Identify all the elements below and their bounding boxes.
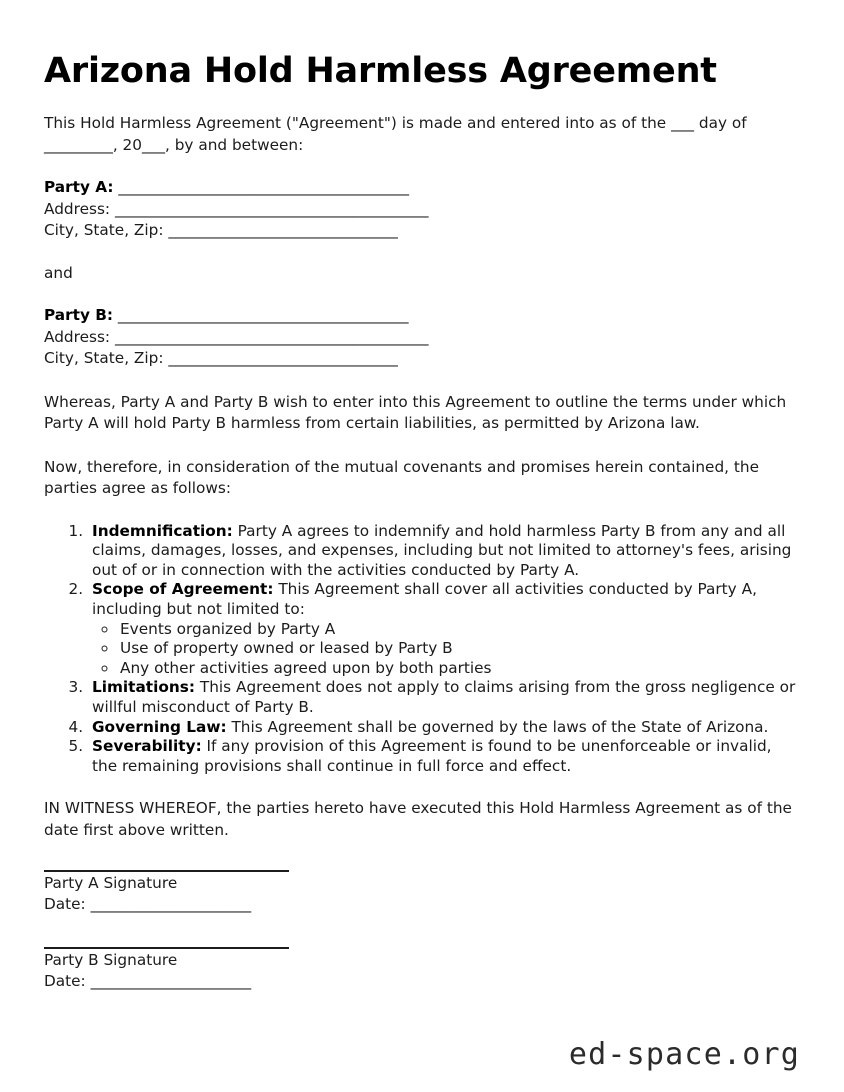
scope-subitem-3: ◦ Any other activities agreed upon by both parties — [118, 659, 800, 679]
footer-watermark: ed-space.org — [568, 1037, 800, 1072]
term-item-1 — [88, 522, 800, 581]
term-text-2: This Agreement shall cover all activities conducted by Party A, including but not limited to: — [92, 580, 757, 619]
terms-list — [44, 522, 800, 777]
party-b-block — [44, 305, 800, 370]
scope-sublist — [92, 620, 800, 679]
party-a-name-label: Party A: — [44, 178, 114, 197]
scope-subitem-1: ◦ Events organized by Party A — [118, 620, 800, 640]
party-b-address-label: Address: — [44, 327, 111, 346]
party-b-city-field[interactable]: ______________________________ — [163, 349, 398, 368]
party-b-name-row — [44, 305, 800, 327]
term-text-5: If any provision of this Agreement is found to be unenforceable or invalid, the remaining provisions shall continue in full force and effect. — [92, 737, 772, 775]
now-therefore-paragraph: Now, therefore, in consideration of the mutual covenants and promises herein contained, the parties agree as follows: — [44, 457, 759, 498]
term-text-3: This Agreement does not apply to claims arising from the gross negligence or willful misconduct of Party B. — [92, 678, 796, 717]
signature-date-row-party-a — [44, 894, 800, 915]
signature-line-party-b[interactable] — [44, 947, 289, 949]
signature-date-field-party-a[interactable]: _____________________ — [85, 895, 252, 914]
party-a-city-label: City, State, Zip: — [44, 221, 164, 240]
term-item-5 — [88, 737, 800, 776]
signature-date-row-party-b — [44, 971, 800, 992]
signature-date-field-party-b[interactable]: _____________________ — [85, 972, 252, 991]
signatures-section — [44, 870, 800, 992]
party-b-city-label: City, State, Zip: — [44, 349, 164, 368]
intro-paragraph: This Hold Harmless Agreement ("Agreement") is made and entered into as of the ___ day of _________, 20___, by and between: — [44, 114, 747, 154]
party-a-name-field[interactable]: ______________________________________ — [113, 178, 410, 197]
signature-date-label-party-a: Date: — [44, 895, 86, 914]
term-item-2 — [88, 580, 800, 678]
term-name-5: Severability: — [92, 737, 202, 756]
scope-subitem-2: ◦ Use of property owned or leased by Party B — [118, 639, 800, 659]
party-b-name-label: Party B: — [44, 306, 114, 325]
party-a-city-field[interactable]: ______________________________ — [163, 221, 398, 240]
page-title: Arizona Hold Harmless Agreement — [44, 51, 717, 91]
party-a-name-row — [44, 177, 800, 199]
party-a-address-label: Address: — [44, 199, 111, 218]
term-item-3 — [88, 678, 800, 717]
party-a-address-field[interactable]: _________________________________________ — [110, 199, 429, 218]
party-a-address-row — [44, 199, 800, 221]
party-b-name-field[interactable]: ______________________________________ — [113, 306, 409, 325]
signature-label-party-a: Party A Signature — [44, 874, 178, 893]
whereas-paragraph: Whereas, Party A and Party B wish to enter into this Agreement to outline the terms under which Party A will hold Party B harmless from certain liabilities, as permitted by Arizona law. — [44, 392, 787, 433]
party-b-address-row — [44, 327, 800, 349]
term-name-4: Governing Law: — [92, 717, 227, 736]
party-a-block — [44, 177, 800, 242]
conjunction-and: and — [44, 263, 73, 282]
party-a-city-row — [44, 220, 800, 242]
term-name-3: Limitations: — [92, 678, 195, 697]
signature-label-party-b: Party B Signature — [44, 951, 178, 970]
term-name-1: Indemnification: — [92, 521, 233, 540]
signature-date-label-party-b: Date: — [44, 972, 86, 991]
term-item-4 — [88, 718, 800, 738]
signature-line-party-a[interactable] — [44, 870, 289, 872]
party-b-address-field[interactable]: _________________________________________ — [110, 327, 429, 346]
term-text-4: This Agreement shall be governed by the laws of the State of Arizona. — [226, 717, 769, 736]
signature-block-party-a — [44, 870, 800, 915]
witness-paragraph: IN WITNESS WHEREOF, the parties hereto have executed this Hold Harmless Agreement as of the date first above written. — [44, 799, 792, 839]
party-b-city-row — [44, 348, 800, 370]
term-text-1: Party A agrees to indemnify and hold harmless Party B from any and all claims, damages, losses, and expenses, including but not limited to attorney's fees, arising out of or in connection with the activities conducted by Party A. — [92, 521, 792, 579]
term-name-2: Scope of Agreement: — [92, 580, 274, 599]
signature-block-party-b — [44, 947, 800, 992]
